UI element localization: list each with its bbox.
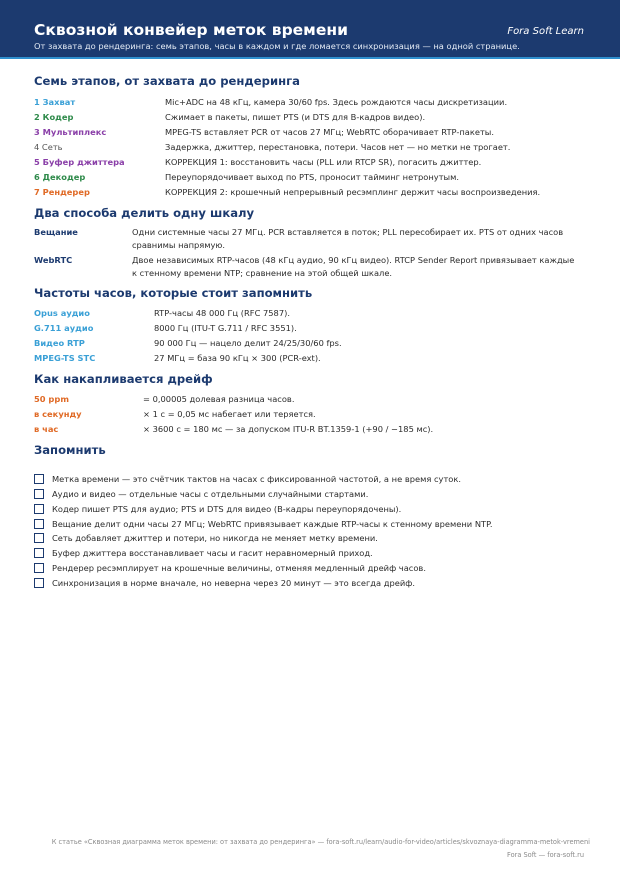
clock-label: Видео RTP (34, 338, 85, 348)
checklist-text: Кодер пишет PTS для аудио; PTS и DTS для видео (B-кадры переупорядочены). (52, 504, 402, 514)
clock-label: Opus аудио (34, 308, 90, 318)
checklist-text: Рендерер ресэмплирует на крошечные величины, отменяя медленный дрейф часов. (52, 563, 426, 573)
clock-text: 8000 Гц (ITU-T G.711 / RFC 3551). (154, 323, 297, 333)
checklist-text: Буфер джиттера восстанавливает часы и гасит неравномерный приход. (52, 548, 373, 558)
stage-text: MPEG-TS вставляет PCR от часов 27 МГц; WebRTC оборачивает RTP-пакеты. (165, 127, 494, 137)
drift-text: × 3600 с = 180 мс — за допуском ITU-R BT.1359-1 (+90 / −185 мс). (143, 424, 434, 434)
section-title-drift: Как накапливается дрейф (34, 372, 213, 386)
stage-label: 6 Декодер (34, 172, 86, 182)
section-title-clocks: Частоты часов, которые стоит запомнить (34, 286, 313, 300)
footer-source: К статье «Сквозная диаграмма меток времени: от захвата до рендеринга» — fora-soft.ru/learn/audio-for-video/articles/skvoznaya-diagramma-metok-vremeni (51, 838, 590, 846)
stage-text: Задержка, джиттер, перестановка, потери. Часов нет — но метки не трогает. (165, 142, 511, 152)
clock-label: MPEG-TS STC (34, 353, 96, 363)
footer-brand: Fora Soft — fora-soft.ru (507, 851, 584, 859)
checkbox[interactable] (34, 533, 44, 543)
drift-label: 50 ppm (34, 394, 69, 404)
header-brand: Fora Soft Learn (507, 26, 584, 37)
section-title-stages: Семь этапов, от захвата до рендеринга (34, 74, 300, 88)
stage-text: КОРРЕКЦИЯ 2: крошечный непрерывный ресэмплинг держит часы воспроизведения. (165, 187, 541, 197)
checklist-text: Синхронизация в норме вначале, но неверна через 20 минут — это всегда дрейф. (52, 578, 415, 588)
stage-text: Mic+ADC на 48 кГц, камера 30/60 fps. Здесь рождаются часы дискретизации. (165, 97, 508, 107)
section-title-two-ways: Два способа делить одну шкалу (34, 206, 255, 220)
checkbox[interactable] (34, 519, 44, 529)
drift-label: в час (34, 424, 59, 434)
stage-label: 7 Рендерер (34, 187, 90, 197)
clock-text: 27 МГц = база 90 кГц × 300 (PCR-ext). (154, 353, 321, 363)
stage-label: 4 Сеть (34, 142, 63, 152)
page-title: Сквозной конвейер меток времени (34, 21, 348, 39)
checkbox[interactable] (34, 504, 44, 514)
clock-text: 90 000 Гц — нацело делит 24/25/30/60 fps. (154, 338, 342, 348)
stage-label: 3 Мультиплекс (34, 127, 107, 137)
checkbox[interactable] (34, 548, 44, 558)
drift-label: в секунду (34, 409, 82, 419)
stage-label: 2 Кодер (34, 112, 74, 122)
clock-label: G.711 аудио (34, 323, 94, 333)
checklist-text: Аудио и видео — отдельные часы с отдельными случайными стартами. (52, 489, 369, 499)
checkbox[interactable] (34, 489, 44, 499)
stage-label: 5 Буфер джиттера (34, 157, 125, 167)
checkbox[interactable] (34, 578, 44, 588)
stage-text: КОРРЕКЦИЯ 1: восстановить часы (PLL или RTCP SR), погасить джиттер. (165, 157, 482, 167)
drift-text: = 0,00005 долевая разница часов. (143, 394, 295, 404)
checklist-text: Метка времени — это счётчик тактов на часах с фиксированной частотой, а не время суток. (52, 474, 461, 484)
checklist-text: Сеть добавляет джиттер и потери, но никогда не меняет метку времени. (52, 533, 378, 543)
page-header (0, 0, 620, 59)
stage-label: 1 Захват (34, 97, 76, 107)
page-subtitle: От захвата до рендеринга: семь этапов, часы в каждом и где ломается синхронизация — на одной странице. (34, 41, 520, 51)
section-title-remember: Запомнить (34, 443, 106, 457)
stage-text: Сжимает в пакеты, пишет PTS (и DTS для B-кадров видео). (165, 112, 426, 122)
clock-text: RTP-часы 48 000 Гц (RFC 7587). (154, 308, 290, 318)
method-label: Вещание (34, 227, 78, 237)
method-text: Одни системные часы 27 МГц. PCR вставляется в поток; PLL пересобирает их. PTS от одних часов сравнимы напрямую. (132, 227, 564, 250)
checkbox[interactable] (34, 563, 44, 573)
stage-text: Переупорядочивает выход по PTS, проносит тайминг нетронутым. (165, 172, 459, 182)
method-label: WebRTC (34, 255, 73, 265)
checkbox[interactable] (34, 474, 44, 484)
drift-text: × 1 с = 0,05 мс набегает или теряется. (143, 409, 316, 419)
checklist-text: Вещание делит одни часы 27 МГц; WebRTC привязывает каждые RTP-часы к стенному времени NTP. (52, 519, 493, 529)
method-text: Двое независимых RTP-часов (48 кГц аудио, 90 кГц видео). RTCP Sender Report привязывает каждые к стенному времени NTP; сравнение на этой общей шкале. (132, 255, 575, 278)
